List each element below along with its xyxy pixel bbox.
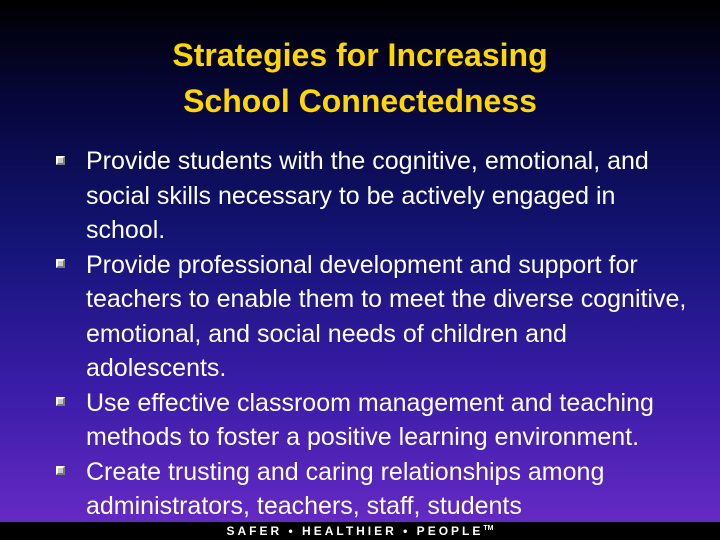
square-bullet-icon — [56, 248, 68, 283]
bullet-list — [56, 144, 696, 524]
bullet-item — [56, 144, 696, 248]
square-bullet-icon — [56, 144, 68, 179]
bullet-item — [56, 386, 696, 455]
bullet-text: Use effective classroom management and teaching methods to foster a positive learning environment. — [86, 388, 654, 451]
footer-tagline — [0, 522, 720, 538]
slide-title-line-1: Strategies for Increasing — [172, 37, 548, 73]
bullet-text: Create trusting and caring relationships among administrators, teachers, staff, students — [86, 457, 605, 520]
bullet-text: Provide students with the cognitive, emotional, and social skills necessary to be actively engaged in school. — [86, 147, 649, 244]
footer-tagline-text: SAFER • HEALTHIER • PEOPLE — [226, 524, 484, 538]
slide-title-line-2: School Connectedness — [183, 83, 537, 119]
bullet-item — [56, 248, 696, 386]
slide-title — [0, 32, 720, 124]
bullet-text: Provide professional development and support for teachers to enable them to meet the diverse cognitive, emotional, and social needs of children and adolescents. — [86, 250, 687, 382]
bullet-item — [56, 455, 696, 524]
square-bullet-icon — [56, 455, 68, 490]
square-bullet-icon — [56, 386, 68, 421]
trademark-symbol: TM — [483, 525, 494, 532]
